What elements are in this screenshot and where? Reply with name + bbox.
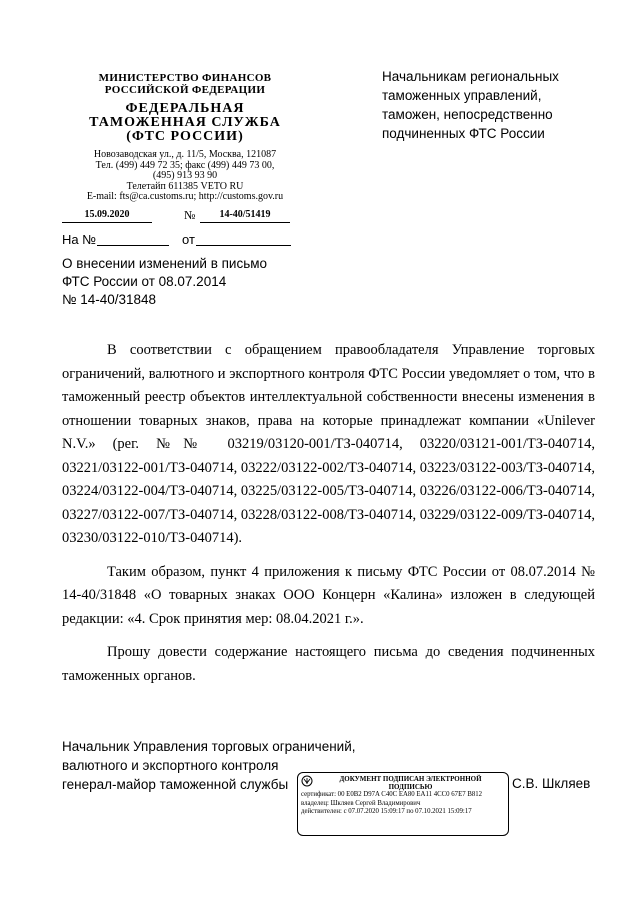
stamp-title-1: ДОКУМЕНТ ПОДПИСАН ЭЛЕКТРОННОЙ bbox=[339, 775, 482, 783]
stamp-title-2: ПОДПИСЬЮ bbox=[388, 783, 433, 791]
ministry-line-1: МИНИСТЕРСТВО ФИНАНСОВ bbox=[98, 72, 272, 84]
subject-line-1: О внесении изменений в письмо bbox=[62, 256, 268, 271]
number-sign: № bbox=[184, 208, 196, 222]
reference-number-label: На № bbox=[62, 232, 97, 247]
ministry-line-2: РОССИЙСКОЙ ФЕДЕРАЦИИ bbox=[104, 84, 266, 96]
reference-date-line bbox=[196, 245, 291, 246]
signature-line-3: генерал-майор таможенной службы bbox=[62, 777, 289, 792]
recipient-block bbox=[382, 67, 612, 143]
service-line-1: ФЕДЕРАЛЬНАЯ bbox=[125, 101, 245, 116]
emblem-icon bbox=[301, 775, 313, 787]
recipient-line-3: таможен, непосредственно bbox=[382, 107, 553, 122]
recipient-line-4: подчиненных ФТС России bbox=[382, 126, 545, 141]
reference-number-line bbox=[97, 245, 169, 246]
body-paragraph-2: Таким образом, пункт 4 приложения к письму ФТС России от 08.07.2014 № 14-40/31848 «О товарных знаках ООО Концерн «Калина» изложен в следующей редакции: «4. Срок принятия мер: 08.04.2021 г.». bbox=[62, 563, 595, 627]
subject-block bbox=[62, 255, 312, 309]
body-paragraph-3: Прошу довести содержание настоящего письма до сведения подчиненных таможенных органов. bbox=[62, 644, 595, 684]
service-line-3: (ФТС РОССИИ) bbox=[126, 129, 244, 144]
recipient-line-2: таможенных управлений, bbox=[382, 88, 542, 103]
stamp-owner: владелец: Шкляев Сергей Владимирович bbox=[301, 799, 421, 807]
phone-2: (495) 913 93 90 bbox=[152, 170, 218, 181]
contact-block bbox=[60, 150, 310, 203]
signature-line-2: валютного и экспортного контроля bbox=[62, 758, 279, 773]
subject-line-3: № 14-40/31848 bbox=[62, 292, 157, 307]
service-line-2: ТАМОЖЕННАЯ СЛУЖБА bbox=[89, 115, 281, 130]
electronic-signature-stamp bbox=[297, 772, 509, 836]
phone: Тел. (499) 449 72 35; факс (499) 449 73 00, bbox=[95, 159, 275, 171]
reference-from-label: от bbox=[182, 232, 195, 247]
stamp-valid: действителен: с 07.07.2020 15:09:17 по 07.10.2021 15:09:17 bbox=[301, 808, 472, 815]
teletype: Телетайп 611385 VETO RU bbox=[126, 180, 244, 192]
service-name bbox=[60, 102, 310, 144]
recipient-line-1: Начальникам региональных bbox=[382, 69, 559, 84]
letter-date: 15.09.2020 bbox=[62, 209, 152, 223]
address: Новозаводская ул., д. 11/5, Москва, 121087 bbox=[93, 149, 277, 160]
subject-line-2: ФТС России от 08.07.2014 bbox=[62, 274, 227, 289]
email: E-mail: fts@ca.customs.ru; http://customs.gov.ru bbox=[86, 191, 284, 202]
stamp-certificate: сертификат: 00 E0B2 D97A C40C EA80 EA11 4CC0 67E7 B812 bbox=[301, 791, 483, 798]
signature-line-1: Начальник Управления торговых ограничений, bbox=[62, 739, 356, 754]
body-paragraph-1: В соответствии с обращением правообладателя Управление торговых ограничений, валютного и экспортного контроля ФТС России уведомляет о том, что в таможенный реестр объектов интеллектуальной собственности внесены изменения в отношении товарных знаков, права на которые принадлежат компании «Unilever N.V.» (рег. №№ 03219/03120-001/ТЗ-040714, 03220/03121-001/ТЗ-040714, 03221/03122-001/ТЗ-040714, 03222/03122-002/ТЗ-040714, 03223/03122-003/ТЗ-040714, 03224/03122-004/ТЗ-040714, 03225/03122-005/ТЗ-040714, 03226/03122-006/ТЗ-040714, 03227/03122-007/ТЗ-040714, 03228/03122-008/ТЗ-040714, 03229/03122-009/ТЗ-040714, 03230/03122-010/ТЗ-040714). bbox=[62, 342, 595, 546]
letter-body bbox=[62, 339, 595, 688]
signer-name: С.В. Шкляев bbox=[512, 776, 591, 791]
letter-number: 14-40/51419 bbox=[200, 209, 290, 223]
ministry-name bbox=[60, 72, 310, 96]
